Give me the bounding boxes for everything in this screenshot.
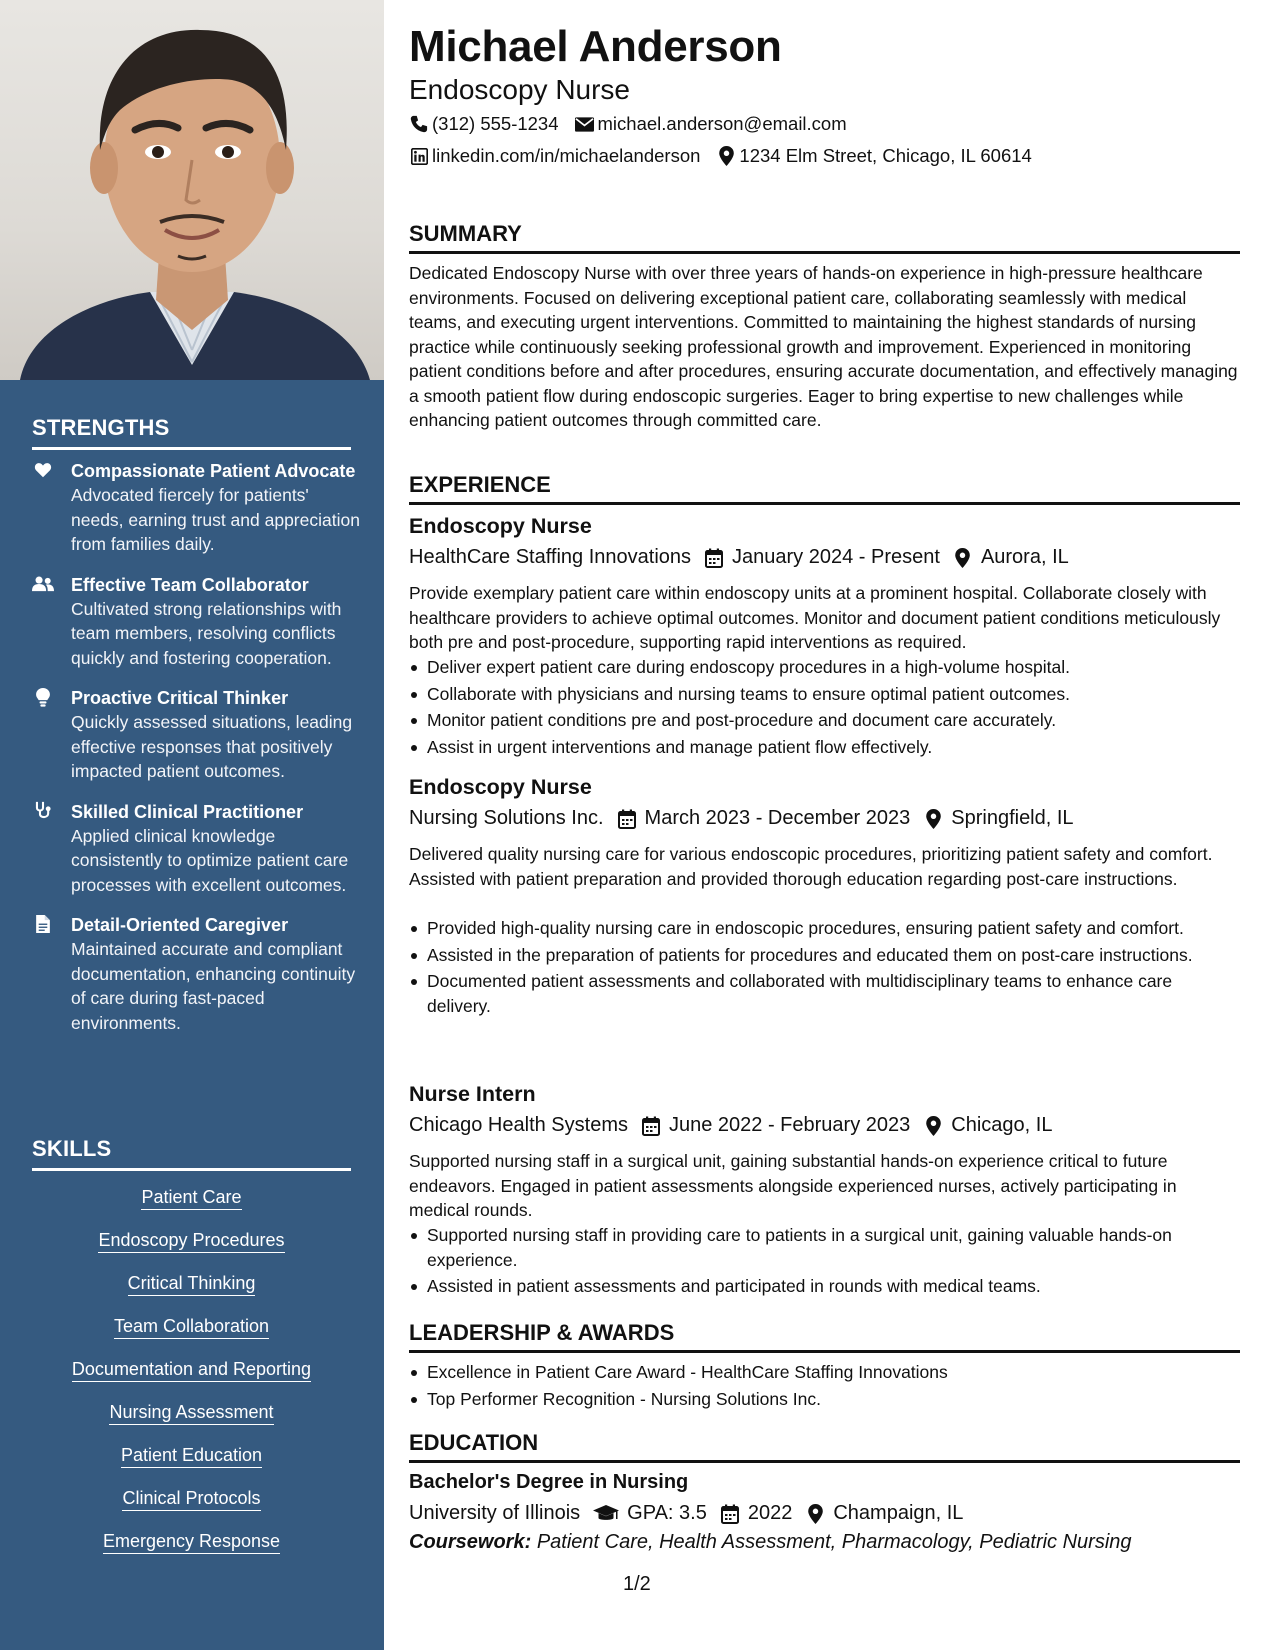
- strength-description: Advocated fiercely for patients' needs, earning trust and appreciation from families daily.: [71, 485, 360, 554]
- coursework-list: Patient Care, Health Assessment, Pharmacology, Pediatric Nursing: [536, 1531, 1132, 1553]
- list-item: Top Performer Recognition - Nursing Solutions Inc.: [409, 1387, 1239, 1412]
- company-name: HealthCare Staffing Innovations: [409, 546, 692, 568]
- candidate-name: Michael Anderson: [409, 22, 782, 71]
- calendar-icon: [704, 547, 724, 569]
- strength-item: [32, 573, 362, 671]
- job-title: Nurse Intern: [409, 1082, 536, 1106]
- phone-icon: [409, 114, 429, 134]
- skill-tag: Emergency Response: [103, 1530, 280, 1554]
- job-bullets: [409, 916, 1239, 1020]
- coursework-label: Coursework:: [409, 1531, 532, 1553]
- list-item: Assisted in the preparation of patients for procedures and educated them on post-care instructions.: [409, 943, 1239, 968]
- strength-title: Compassionate Patient Advocate: [71, 461, 356, 481]
- skill-tag: Endoscopy Procedures: [98, 1229, 284, 1253]
- experience-heading: EXPERIENCE: [409, 472, 1240, 505]
- users-icon: [32, 574, 54, 594]
- job-title: Endoscopy Nurse: [409, 514, 592, 538]
- address-contact: [716, 145, 1031, 167]
- profile-photo: [0, 0, 384, 380]
- summary-text: Dedicated Endoscopy Nurse with over three years of hands-on experience in high-pressure healthcare environments. Focused on delivering exceptional patient care, collaborating seamlessly with medical teams, and executing urgent interventions. Committed to maintaining the highest standards of nursing practice while continuously seeking professional growth and improvement. Experienced in monitoring patient conditions before and after procedures, ensuring accurate documentation, and effectively managing a smooth patient flow during endoscopic surgeries. Eager to bring expertise to new challenges while enhancing patient outcomes through committed care.: [409, 263, 1238, 430]
- strength-description: Maintained accurate and compliant documentation, enhancing continuity of care during fast-paced environments.: [71, 939, 356, 1033]
- strength-title: Proactive Critical Thinker: [71, 688, 289, 708]
- strength-title: Skilled Clinical Practitioner: [71, 801, 304, 822]
- linkedin-link[interactable]: linkedin.com/in/michaelanderson: [432, 145, 701, 166]
- job-description: Supported nursing staff in a surgical unit, gaining substantial hands-on experience critical to future endeavors. Engaged in patient assessments alongside experienced nurses, actively participating in medical rounds.: [409, 1151, 1177, 1220]
- document-icon: [32, 914, 54, 934]
- lightbulb-icon: [32, 687, 54, 707]
- degree-title: Bachelor's Degree in Nursing: [409, 1471, 689, 1493]
- job-title: Endoscopy Nurse: [409, 775, 592, 799]
- skill-tag: Team Collaboration: [114, 1315, 269, 1339]
- page-number: 1/2: [623, 1573, 651, 1595]
- contact-row-2: [409, 145, 1048, 167]
- phone-text: (312) 555-1234: [432, 113, 559, 134]
- stethoscope-icon: [32, 801, 54, 821]
- job-meta: [409, 1114, 1052, 1137]
- strength-item: [32, 913, 362, 1035]
- awards-list: [409, 1360, 1239, 1413]
- education-location: Champaign, IL: [833, 1502, 964, 1524]
- location-pin-icon: [923, 1115, 943, 1137]
- candidate-role: Endoscopy Nurse: [409, 74, 631, 105]
- strength-description: Quickly assessed situations, leading effective responses that positively impacted patient outcomes.: [71, 712, 353, 781]
- school-name: University of Illinois: [409, 1502, 581, 1524]
- list-item: Documented patient assessments and collaborated with multidisciplinary teams to enhance care delivery.: [409, 969, 1239, 1018]
- skill-tag: Patient Education: [121, 1444, 262, 1468]
- strength-item: [32, 686, 362, 784]
- list-item: Excellence in Patient Care Award - HealthCare Staffing Innovations: [409, 1360, 1239, 1385]
- job-dates: June 2022 - February 2023: [668, 1114, 911, 1136]
- envelope-icon: [575, 114, 595, 134]
- list-item: Supported nursing staff in providing care to patients in a surgical unit, gaining valuable hands-on experience.: [409, 1223, 1239, 1272]
- job-location: Chicago, IL: [951, 1114, 1053, 1136]
- list-item: Assisted in patient assessments and participated in rounds with medical teams.: [409, 1274, 1239, 1299]
- calendar-icon: [641, 1115, 661, 1137]
- skills-list: [32, 1186, 351, 1573]
- address-text: 1234 Elm Street, Chicago, IL 60614: [739, 145, 1032, 166]
- email-link[interactable]: michael.anderson@email.com: [597, 113, 847, 134]
- location-pin-icon: [716, 146, 736, 166]
- location-pin-icon: [923, 808, 943, 830]
- strength-title: Detail-Oriented Caregiver: [71, 915, 289, 935]
- job-dates: March 2023 - December 2023: [644, 807, 911, 829]
- education-meta: [409, 1502, 963, 1525]
- job-meta: [409, 546, 1069, 569]
- sidebar: [0, 0, 384, 1650]
- job-dates: January 2024 - Present: [732, 546, 940, 568]
- job-location: Aurora, IL: [980, 546, 1069, 568]
- skill-tag: Documentation and Reporting: [72, 1358, 311, 1382]
- skill-tag: Patient Care: [141, 1186, 241, 1210]
- strength-item: [32, 800, 362, 898]
- contact-row: [409, 113, 863, 135]
- job-description: Provide exemplary patient care within endoscopy units at a prominent hospital. Collaborate closely with healthcare providers to achieve optimal outcomes. Monitor and document patient conditions meticulously both pre and post-procedure, supporting rapid interventions as required.: [409, 583, 1221, 652]
- strengths-list: [32, 459, 362, 1051]
- job-description: Delivered quality nursing care for various endoscopic procedures, prioritizing patient safety and comfort. Assisted with patient preparation and provided thorough education regarding post-care instructions.: [409, 844, 1213, 889]
- skill-tag: Clinical Protocols: [122, 1487, 260, 1511]
- summary-heading: SUMMARY: [409, 221, 1240, 254]
- company-name: Nursing Solutions Inc.: [409, 807, 604, 829]
- calendar-icon: [617, 808, 637, 830]
- strengths-heading: STRENGTHS: [32, 415, 351, 450]
- list-item: Provided high-quality nursing care in endoscopic procedures, ensuring patient safety and comfort.: [409, 916, 1239, 941]
- strength-description: Cultivated strong relationships with team members, resolving conflicts quickly and fostering cooperation.: [71, 598, 342, 668]
- phone-contact: [409, 113, 559, 135]
- job-meta: [409, 807, 1074, 830]
- list-item: Assist in urgent interventions and manage patient flow effectively.: [409, 735, 1239, 760]
- list-item: Deliver expert patient care during endoscopy procedures in a high-volume hospital.: [409, 655, 1239, 680]
- skill-tag: Nursing Assessment: [109, 1401, 273, 1425]
- skills-heading: SKILLS: [32, 1136, 351, 1171]
- gpa-text: GPA: 3.5: [627, 1502, 707, 1524]
- strength-title: Effective Team Collaborator: [71, 574, 309, 595]
- awards-heading: LEADERSHIP & AWARDS: [409, 1320, 1240, 1353]
- job-bullets: [409, 655, 1239, 761]
- coursework: [409, 1531, 1132, 1554]
- list-item: Collaborate with physicians and nursing teams to ensure optimal patient outcomes.: [409, 682, 1239, 707]
- email-contact[interactable]: [575, 113, 847, 135]
- strength-item: [32, 459, 362, 557]
- company-name: Chicago Health Systems: [409, 1114, 628, 1136]
- heart-icon: [32, 460, 54, 480]
- strength-description: Applied clinical knowledge consistently to optimize patient care processes with excellent outcomes.: [71, 825, 349, 895]
- graduation-year: 2022: [747, 1502, 793, 1524]
- linkedin-icon: [409, 146, 429, 166]
- location-pin-icon: [805, 1503, 825, 1525]
- education-heading: EDUCATION: [409, 1430, 1240, 1463]
- job-location: Springfield, IL: [951, 807, 1074, 829]
- skill-tag: Critical Thinking: [128, 1272, 256, 1296]
- graduation-cap-icon: [593, 1503, 619, 1525]
- job-bullets: [409, 1223, 1239, 1301]
- list-item: Monitor patient conditions pre and post-procedure and document care accurately.: [409, 708, 1239, 733]
- calendar-icon: [720, 1503, 740, 1525]
- location-pin-icon: [953, 547, 973, 569]
- linkedin-contact[interactable]: [409, 145, 700, 167]
